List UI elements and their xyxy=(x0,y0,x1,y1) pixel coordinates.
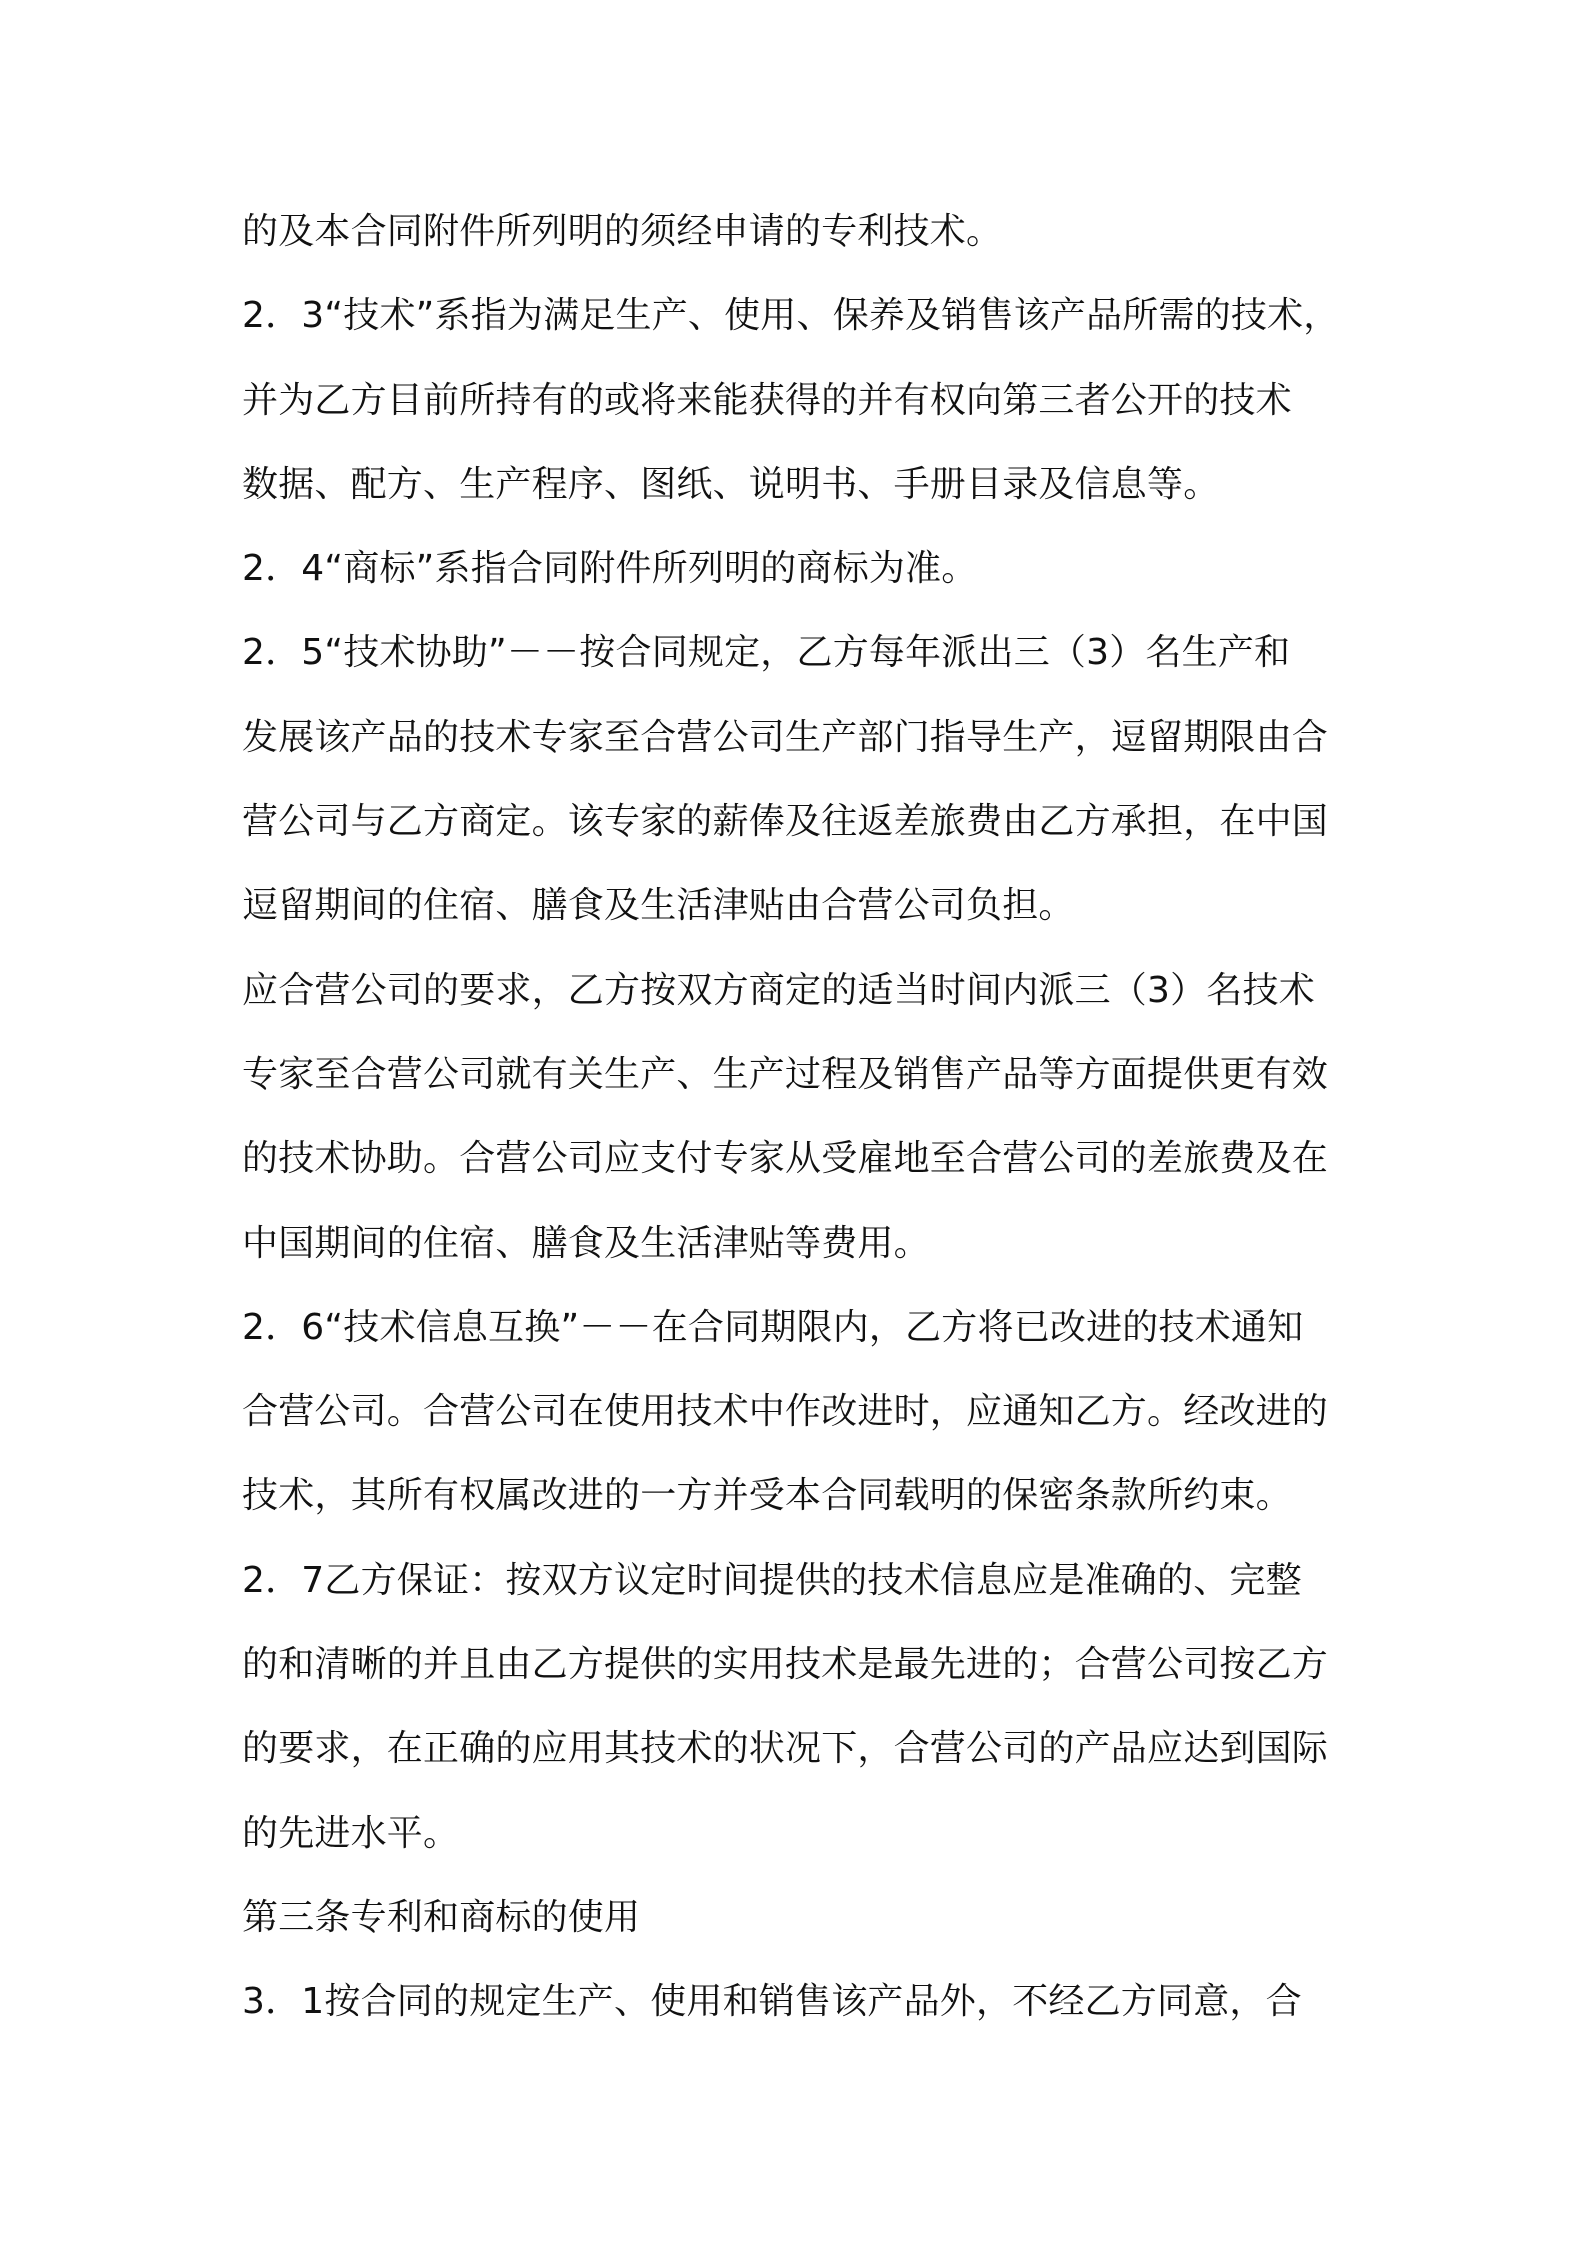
text-line: 数据、配方、生产程序、图纸、说明书、手册目录及信息等。 xyxy=(242,463,1220,505)
text-line: 发展该产品的技术专家至合营公司生产部门指导生产，逗留期限由合 xyxy=(242,716,1329,758)
text-line: 的要求，在正确的应用其技术的状况下，合营公司的产品应达到国际 xyxy=(242,1728,1329,1770)
text-line: 2．5“技术协助”－－按合同规定，乙方每年派出三（3）名生产和 xyxy=(242,632,1291,674)
text-line: 的技术协助。合营公司应支付专家从受雇地至合营公司的差旅费及在 xyxy=(242,1138,1329,1180)
text-line: 中国期间的住宿、膳食及生活津贴等费用。 xyxy=(242,1222,930,1264)
text-line: 应合营公司的要求，乙方按双方商定的适当时间内派三（3）名技术 xyxy=(242,969,1315,1011)
text-line: 技术，其所有权属改进的一方并受本合同载明的保密条款所约束。 xyxy=(242,1475,1292,1517)
text-line: 2．7乙方保证：按双方议定时间提供的技术信息应是准确的、完整 xyxy=(242,1559,1302,1601)
text-line: 的先进水平。 xyxy=(242,1812,460,1854)
document-body xyxy=(242,190,1362,2045)
text-line: 3．1按合同的规定生产、使用和销售该产品外，不经乙方同意，合 xyxy=(242,1981,1302,2023)
text-line: 的和清晰的并且由乙方提供的实用技术是最先进的；合营公司按乙方 xyxy=(242,1644,1329,1686)
text-line: 逗留期间的住宿、膳食及生活津贴由合营公司负担。 xyxy=(242,885,1075,927)
text-line: 并为乙方目前所持有的或将来能获得的并有权向第三者公开的技术 xyxy=(242,379,1292,421)
text-line: 合营公司。合营公司在使用技术中作改进时，应通知乙方。经改进的 xyxy=(242,1391,1329,1433)
text-line: 2．3“技术”系指为满足生产、使用、保养及销售该产品所需的技术， xyxy=(242,295,1340,337)
text-line: 2．6“技术信息互换”－－在合同期限内，乙方将已改进的技术通知 xyxy=(242,1306,1304,1348)
text-line: 2．4“商标”系指合同附件所列明的商标为准。 xyxy=(242,548,978,590)
text-line: 营公司与乙方商定。该专家的薪俸及往返差旅费由乙方承担，在中国 xyxy=(242,801,1329,843)
text-line: 的及本合同附件所列明的须经申请的专利技术。 xyxy=(242,211,1003,252)
section-heading: 第三条专利和商标的使用 xyxy=(242,1896,641,1938)
text-line: 专家至合营公司就有关生产、生产过程及销售产品等方面提供更有效 xyxy=(242,1053,1329,1095)
